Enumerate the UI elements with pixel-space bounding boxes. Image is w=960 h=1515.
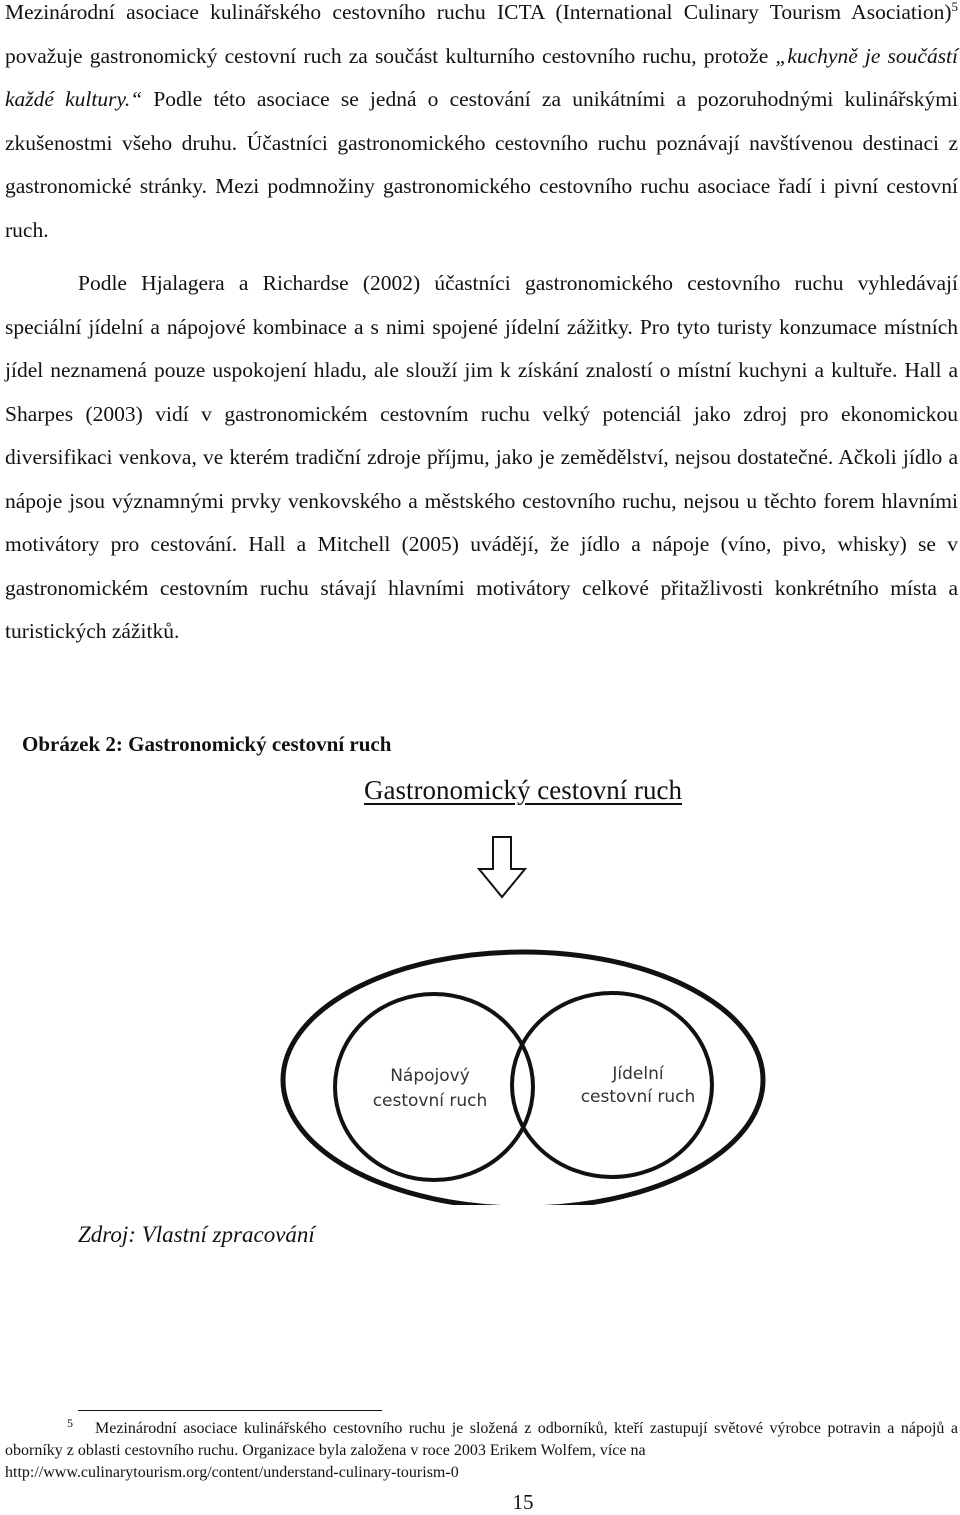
footnote xyxy=(5,1415,958,1484)
left-circle-label-2: cestovní ruch xyxy=(372,1091,488,1111)
paragraph-hjalager: Podle Hjalagera a Richardse (2002) účastníci gastronomického cestovního ruchu vyhledávají speciální jídelní a nápojové kombinace a s nimi spojené jídelní zážitky. Pro tyto turisty konzumace místních jídel neznamená pouze uspokojení hladu, ale slouží jim k získání znalostí o místní kuchyni a kultuře. Hall a Sharpes (2003) vidí v gastronomickém cestovním ruchu velký potenciál jako zdroj pro ekonomickou diversifikaci venkova, ve kterém tradiční zdroje příjmu, jako je zemědělství, nejsou dostatečné. Ačkoli jídlo a nápoje jsou významnými prvky venkovského a městského cestovního ruchu, nejsou u těchto forem hlavními motivátory pro cestování. Hall a Mitchell (2005) uvádějí, že jídlo a nápoje (víno, pivo, whisky) se v gastronomickém cestovním ruchu stávají hlavními motivátory celkové přitažlivosti konkrétního místa a turistických zážitků. xyxy=(5,271,958,643)
venn-diagram xyxy=(5,765,958,1205)
outer-ellipse xyxy=(283,952,763,1205)
footnote-reference[interactable]: 5 xyxy=(951,0,958,14)
diagram-title: Gastronomický cestovní ruch xyxy=(364,775,682,805)
page-number: 15 xyxy=(512,1490,534,1514)
down-arrow-icon xyxy=(479,837,525,897)
footnote-divider xyxy=(78,1410,382,1411)
left-circle-label-1: Nápojový xyxy=(390,1066,470,1086)
left-circle xyxy=(335,994,533,1180)
right-circle xyxy=(512,993,712,1177)
footnote-text: Mezinárodní asociace kulinářského cestovního ruchu je složená z odborníků, kteří zastupují světové výrobce potravin a nápojů a oborníky z oblasti cestovního ruchu. Organizace byla založena v roce 2003 Erikem Wolfem, více na xyxy=(5,1420,958,1459)
paragraph-icta xyxy=(5,0,958,252)
quotation: „kuchyně je součástí každé kultury.“ xyxy=(5,43,959,111)
footnote-number: 5 xyxy=(67,1415,73,1430)
figure-caption: Obrázek 2: Gastronomický cestovní ruch xyxy=(22,732,392,756)
figure-source: Zdroj: Vlastní zpracování xyxy=(78,1222,315,1247)
document-page xyxy=(5,0,958,1515)
right-circle-label-2: cestovní ruch xyxy=(580,1087,696,1107)
paragraph-text: považuje gastronomický cestovní ruch za součást kulturního cestovního ruchu, protože xyxy=(5,43,776,68)
paragraph-text: Podle této asociace se jedná o cestování za unikátními a pozoruhodnými kulinářskými zkušenostmi všeho druhu. Účastníci gastronomického cestovního ruchu poznávají navštívenou destinaci z gastronomické stránky. Mezi podmnožiny gastronomického cestovního ruchu asociace řadí i pivní cestovní ruch. xyxy=(5,87,959,242)
paragraph-text: Mezinárodní asociace kulinářského cestovního ruchu ICTA (International Culinary Tourism Asociation) xyxy=(5,0,952,24)
right-circle-label-1: Jídelní xyxy=(612,1064,664,1084)
footnote-link[interactable]: http://www.culinarytourism.org/content/understand-culinary-tourism-0 xyxy=(5,1464,459,1481)
